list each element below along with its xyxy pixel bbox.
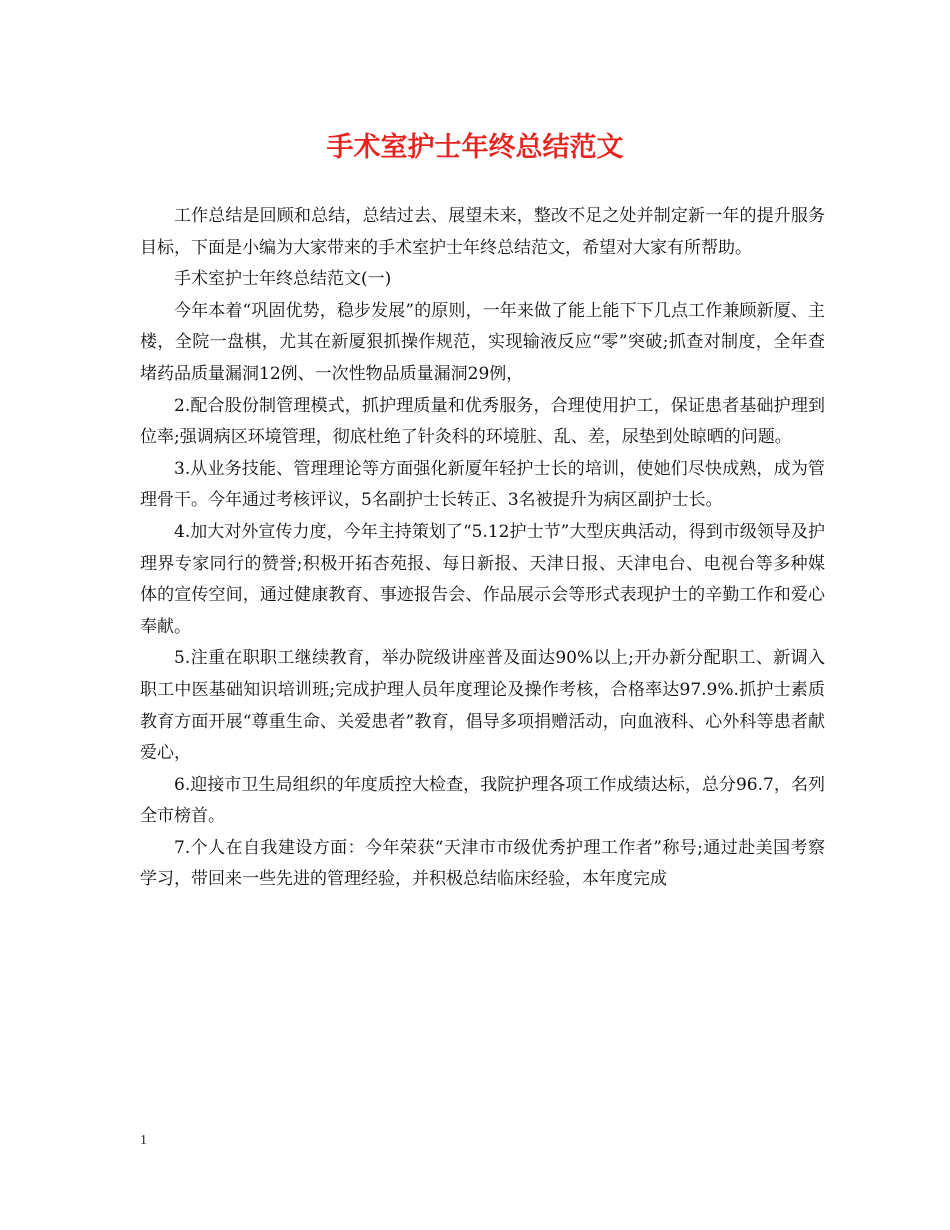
body-paragraph-5: 5.注重在职职工继续教育，举办院级讲座普及面达90%以上;开办新分配职工、新调入职工中医基础知识培训班;完成护理人员年度理论及操作考核，合格率达97.9%.抓护士素质教育方面开展“尊重生命、关爱患者”教育，倡导多项捐赠活动，向血液科、心外科等患者献爱心， bbox=[140, 648, 825, 764]
body-paragraph-7: 7.个人在自我建设方面：今年荣获“天津市市级优秀护理工作者”称号;通过赴美国考察学习，带回来一些先进的管理经验，并积极总结临床经验，本年度完成 bbox=[140, 837, 825, 890]
intro-paragraph: 工作总结是回顾和总结，总结过去、展望未来，整改不足之处并制定新一年的提升服务目标，下面是小编为大家带来的手术室护士年终总结范文，希望对大家有所帮助。 bbox=[140, 206, 825, 258]
body-paragraph-1: 今年本着“巩固优势，稳步发展”的原则，一年来做了能上能下下几点工作兼顾新厦、主楼，全院一盘棋，尤其在新厦狠抓操作规范，实现输液反应“零”突破;抓查对制度，全年查堵药品质量漏洞12例、一次性物品质量漏洞29例， bbox=[140, 300, 825, 384]
document-title: 手术室护士年终总结范文 bbox=[326, 132, 624, 163]
page-number: 1 bbox=[140, 1133, 147, 1148]
document-body bbox=[140, 201, 825, 896]
body-paragraph-6: 6.迎接市卫生局组织的年度质控大检查，我院护理各项工作成绩达标，总分96.7，名列全市榜首。 bbox=[140, 774, 825, 827]
body-paragraph-3: 3.从业务技能、管理理论等方面强化新厦年轻护士长的培训，使她们尽快成熟，成为管理骨干。今年通过考核评议，5名副护士长转正、3名被提升为病区副护士长。 bbox=[140, 458, 825, 511]
body-paragraph-2: 2.配合股份制管理模式，抓护理质量和优秀服务，合理使用护工，保证患者基础护理到位率;强调病区环境管理，彻底杜绝了针灸科的环境脏、乱、差，尿垫到处晾晒的问题。 bbox=[140, 395, 825, 448]
section-heading: 手术室护士年终总结范文(一) bbox=[174, 269, 392, 290]
body-paragraph-4: 4.加大对外宣传力度，今年主持策划了“5.12护士节”大型庆典活动，得到市级领导及护理界专家同行的赞誉;积极开拓杏苑报、每日新报、天津日报、天津电台、电视台等多种媒体的宣传空间，通过健康教育、事迹报告会、作品展示会等形式表现护士的辛勤工作和爱心奉献。 bbox=[140, 521, 825, 637]
